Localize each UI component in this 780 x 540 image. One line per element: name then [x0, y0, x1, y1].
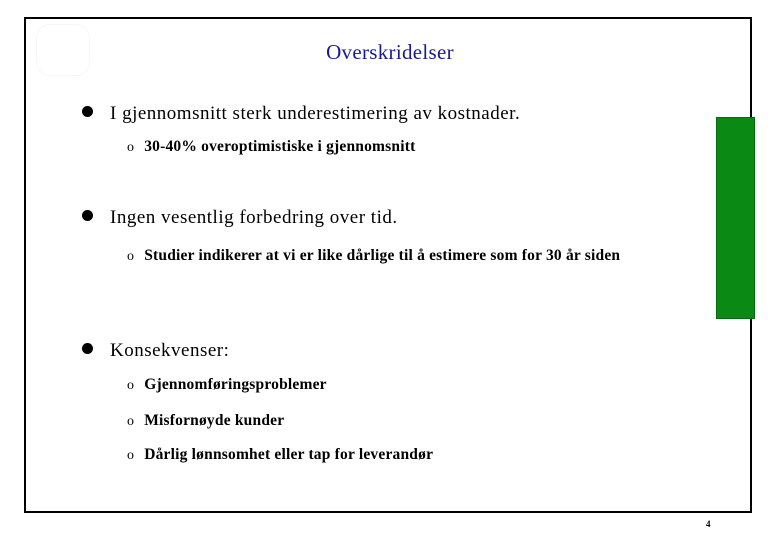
- sub-bullet-item: [127, 245, 644, 267]
- sub-bullet-marker: o: [127, 140, 135, 155]
- sub-bullet-text: Studier indikerer at vi er like dårlige til å estimere som for 30 år siden: [144, 247, 621, 264]
- sub-bullet-item: [127, 376, 327, 394]
- bullet-text: I gjennomsnitt sterk underestimering av kostnader.: [110, 103, 521, 124]
- bullet-item: [82, 103, 520, 125]
- sub-bullet-text: Dårlig lønnsomhet eller tap for leverandør: [144, 446, 434, 463]
- sub-bullet-marker: o: [127, 249, 135, 264]
- bullet-dot-icon: [82, 106, 93, 117]
- bullet-item: [82, 340, 229, 362]
- sub-bullet-item: [127, 446, 433, 464]
- accent-bar: [716, 117, 755, 319]
- page-number: 4: [706, 519, 711, 529]
- sub-bullet-marker: o: [127, 448, 135, 463]
- sub-bullet-item: [127, 138, 415, 156]
- bullet-item: [82, 207, 398, 229]
- sub-bullet-text: Gjennomføringsproblemer: [144, 376, 327, 393]
- sub-bullet-marker: o: [127, 414, 135, 429]
- bullet-dot-icon: [82, 210, 93, 221]
- slide-title: Overskridelser: [326, 40, 454, 64]
- bullet-text: Ingen vesentlig forbedring over tid.: [110, 207, 398, 228]
- bullet-dot-icon: [82, 343, 93, 354]
- sub-bullet-text: 30-40% overoptimistiske i gjennomsnitt: [144, 138, 416, 155]
- bullet-text: Konsekvenser:: [110, 340, 230, 361]
- sub-bullet-item: [127, 412, 284, 430]
- sub-bullet-text: Misfornøyde kunder: [144, 412, 285, 429]
- sub-bullet-marker: o: [127, 378, 135, 393]
